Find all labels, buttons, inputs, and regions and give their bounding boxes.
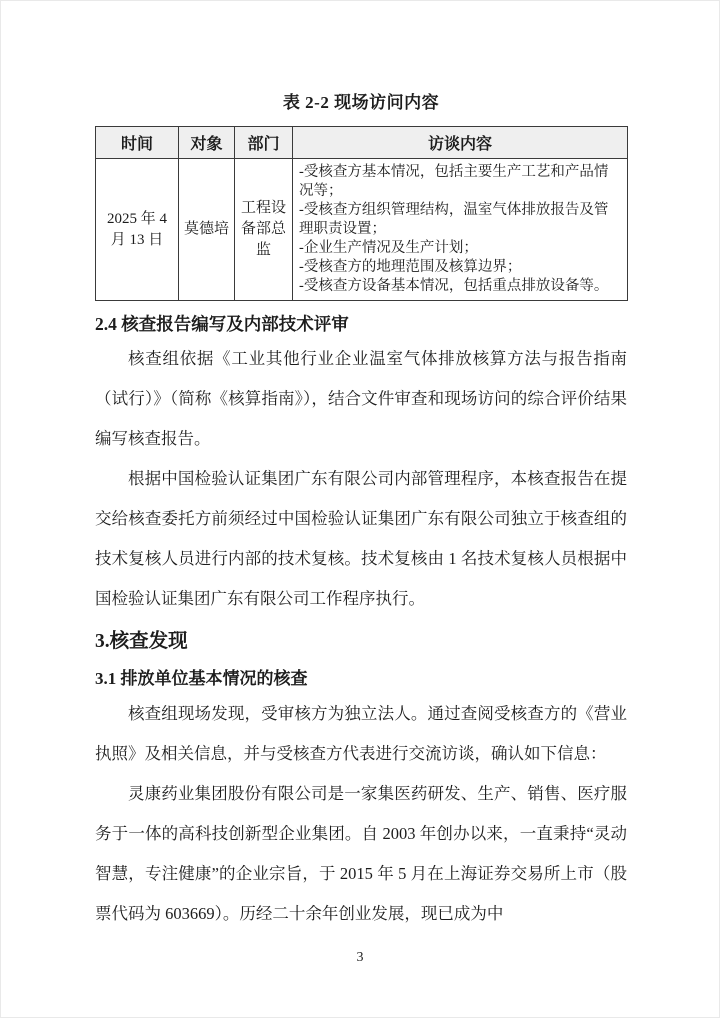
cell-interview-content <box>293 159 628 301</box>
paragraph-report-basis: 核查组依据《工业其他行业企业温室气体排放核算方法与报告指南（试行）》（简称《核算指南》），结合文件审查和现场访问的综合评价结果编写核查报告。 <box>95 349 627 448</box>
table-row <box>96 159 628 301</box>
section-heading-2-4: 2.4 核查报告编写及内部技术评审 <box>95 314 349 334</box>
cell-time: 2025 年 4 月 13 日 <box>96 159 179 301</box>
interview-item: -受核查方基本情况，包括主要生产工艺和产品情况等； <box>299 164 609 199</box>
interview-item: -受核查方组织管理结构，温室气体排放报告及管理职责设置； <box>299 202 609 237</box>
page-number: 3 <box>356 950 364 965</box>
interview-item: -受核查方的地理范围及核算边界； <box>299 259 522 275</box>
cell-person: 莫德培 <box>179 159 235 301</box>
column-header-interview-content: 访谈内容 <box>293 127 628 159</box>
interview-item: -企业生产情况及生产计划； <box>299 240 478 256</box>
section-heading-3: 3.核查发现 <box>95 631 188 652</box>
interview-item: -受核查方设备基本情况，包括重点排放设备等。 <box>299 278 609 294</box>
site-visit-table <box>95 126 628 301</box>
paragraph-internal-review: 根据中国检验认证集团广东有限公司内部管理程序，本核查报告在提交给核查委托方前须经过中国检验认证集团广东有限公司独立于核查组的技术复核人员进行内部的技术复核。技术复核由 1 名技术复核人员根据中国检验认证集团广东有限公司工作程序执行。 <box>95 469 627 608</box>
paragraph-company-intro: 灵康药业集团股份有限公司是一家集医药研发、生产、销售、医疗服务于一体的高科技创新型企业集团。自 2003 年创办以来，一直秉持“灵动智慧，专注健康”的企业宗旨，于 2015 年 5 月在上海证券交易所上市（股票代码为 603669）。历经二十余年创业发展，现已成为中 <box>95 784 627 923</box>
paragraph-legal-entity: 核查组现场发现，受审核方为独立法人。通过查阅受核查方的《营业执照》及相关信息，并与受核查方代表进行交流访谈，确认如下信息： <box>95 704 627 763</box>
document-content <box>95 0 627 934</box>
column-header-person: 对象 <box>179 127 235 159</box>
column-header-department: 部门 <box>235 127 293 159</box>
table-header-row <box>96 127 628 159</box>
column-header-time: 时间 <box>96 127 179 159</box>
section-heading-3-1: 3.1 排放单位基本情况的核查 <box>95 669 308 688</box>
table-caption: 表 2-2 现场访问内容 <box>282 93 440 112</box>
cell-department: 工程设备部总监 <box>235 159 293 301</box>
